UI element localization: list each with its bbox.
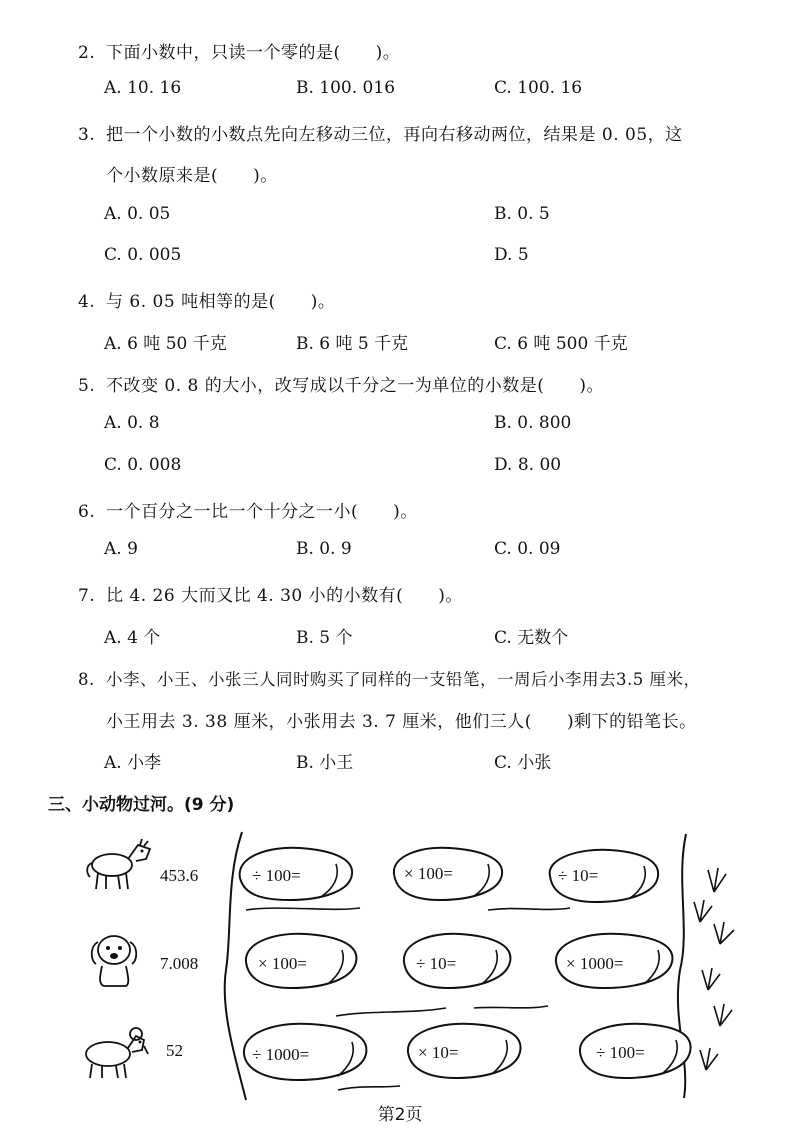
- option-b[interactable]: B. 小王: [296, 753, 354, 773]
- question-text-continued: 小王用去 3. 38 厘米，小张用去 3. 7 厘米，他们三人( )剩下的铅笔长。: [106, 712, 697, 732]
- option-d[interactable]: D. 5: [494, 245, 529, 265]
- stone-label: × 10=: [418, 1043, 459, 1062]
- option-a[interactable]: A. 0. 05: [104, 204, 171, 224]
- stepping-stones: [0, 820, 800, 1120]
- question-number: 6.: [78, 502, 96, 522]
- question-number: 7.: [78, 586, 96, 606]
- stone-label: ÷ 100=: [252, 866, 301, 885]
- page-number: 第2页: [377, 1105, 423, 1125]
- stone-label: ÷ 1000=: [252, 1045, 310, 1064]
- option-c[interactable]: C. 无数个: [494, 628, 569, 648]
- question-number: 2.: [78, 43, 96, 63]
- option-a[interactable]: A. 9: [104, 539, 138, 559]
- question-text: 不改变 0. 8 的大小，改写成以千分之一为单位的小数是( )。: [106, 376, 605, 396]
- option-b[interactable]: B. 100. 016: [296, 78, 396, 98]
- stone-label: ÷ 10=: [558, 866, 599, 885]
- question-text-continued: 个小数原来是( )。: [106, 166, 278, 186]
- animal-value: 7.008: [160, 954, 199, 973]
- question-number: 3.: [78, 125, 96, 145]
- animal-value: 52: [166, 1041, 183, 1060]
- option-c[interactable]: C. 小张: [494, 753, 552, 773]
- stone-label: ÷ 100=: [596, 1043, 645, 1062]
- question-text: 把一个小数的小数点先向左移动三位，再向右移动两位，结果是 0. 05，这: [106, 125, 683, 145]
- stone-label: × 100=: [258, 954, 307, 973]
- option-b[interactable]: B. 0. 5: [494, 204, 550, 224]
- question-3: [78, 120, 683, 145]
- animal-value: 453.6: [160, 866, 199, 885]
- option-c[interactable]: C. 100. 16: [494, 78, 583, 98]
- question-text: 比 4. 26 大而又比 4. 30 小的小数有( )。: [106, 586, 463, 606]
- option-a[interactable]: A. 0. 8: [104, 413, 160, 433]
- option-a[interactable]: A. 6 吨 50 千克: [104, 334, 227, 354]
- question-number: 8.: [78, 670, 95, 689]
- option-c[interactable]: C. 0. 008: [104, 455, 182, 475]
- stone-label: × 1000=: [566, 954, 624, 973]
- option-b[interactable]: B. 5 个: [296, 628, 353, 648]
- option-a[interactable]: A. 10. 16: [104, 78, 182, 98]
- option-c[interactable]: C. 0. 09: [494, 539, 561, 559]
- question-text: 小李、小王、小张三人同时购买了同样的一支铅笔，一周后小李用去3.5 厘米，: [106, 670, 701, 689]
- option-b[interactable]: B. 0. 800: [494, 413, 572, 433]
- option-b[interactable]: B. 0. 9: [296, 539, 352, 559]
- section-title: 三、小动物过河。(9 分): [48, 795, 235, 815]
- option-c[interactable]: C. 6 吨 500 千克: [494, 334, 628, 354]
- question-number: 4.: [78, 292, 96, 312]
- question-text: 与 6. 05 吨相等的是( )。: [106, 292, 336, 312]
- question-2: [78, 38, 400, 63]
- option-a[interactable]: A. 小李: [104, 753, 162, 773]
- question-7: [78, 581, 463, 606]
- option-d[interactable]: D. 8. 00: [494, 455, 562, 475]
- question-6: [78, 497, 418, 522]
- option-c[interactable]: C. 0. 005: [104, 245, 182, 265]
- question-8: [78, 666, 701, 690]
- question-text: 一个百分之一比一个十分之一小( )。: [106, 502, 418, 522]
- question-text: 下面小数中，只读一个零的是( )。: [106, 43, 401, 63]
- question-5: [78, 371, 604, 396]
- option-a[interactable]: A. 4 个: [104, 628, 161, 648]
- stone-label: × 100=: [404, 864, 453, 883]
- question-4: [78, 287, 335, 312]
- question-number: 5.: [78, 376, 96, 396]
- stone-label: ÷ 10=: [416, 954, 457, 973]
- option-b[interactable]: B. 6 吨 5 千克: [296, 334, 409, 354]
